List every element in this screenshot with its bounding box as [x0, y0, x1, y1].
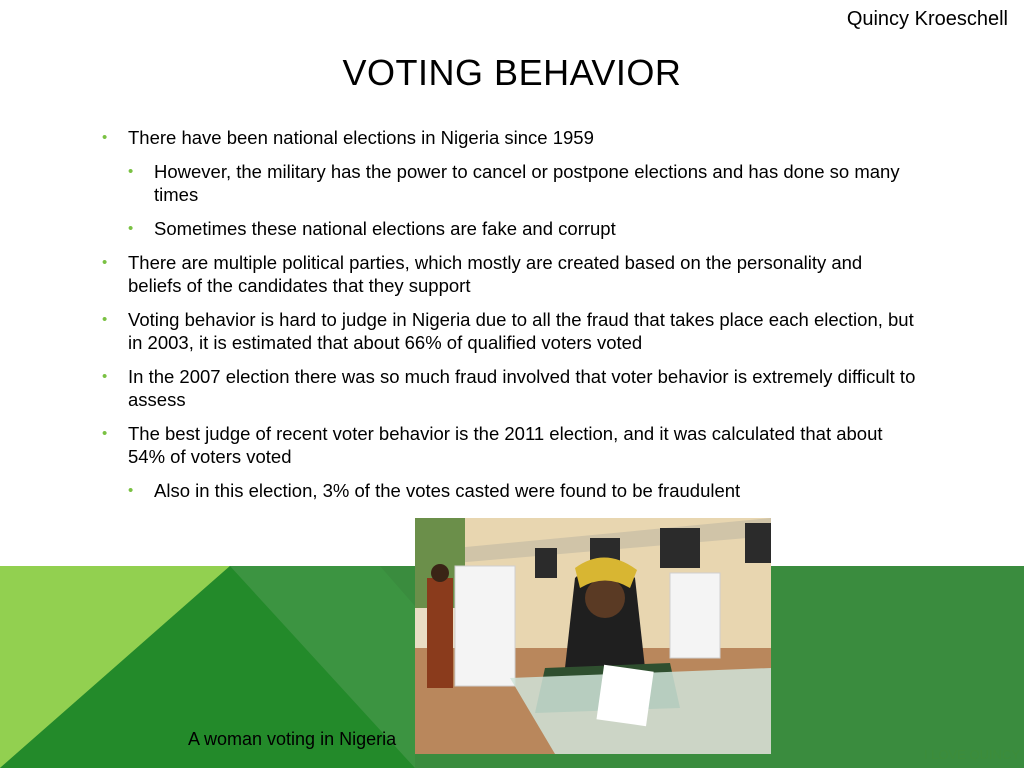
bullet-text: Voting behavior is hard to judge in Nigeria due to all the fraud that takes place each election, but in 2003, it is estimated that about 66% of qualified voters voted: [128, 309, 914, 353]
author-name: Quincy Kroeschell: [846, 8, 1008, 30]
sub-bullet-item: [100, 217, 920, 240]
bullet-text: However, the military has the power to cancel or postpone elections and has done so many times: [154, 161, 900, 205]
bullet-icon: •: [128, 220, 134, 237]
sub-bullet-item: [100, 479, 920, 502]
slide-title: VOTING BEHAVIOR: [342, 52, 682, 93]
bullet-text: In the 2007 election there was so much fraud involved that voter behavior is extremely difficult to assess: [128, 366, 916, 410]
bullet-icon: •: [128, 482, 134, 499]
bullet-icon: •: [102, 425, 108, 442]
bullet-icon: •: [128, 163, 134, 180]
bullet-text: Also in this election, 3% of the votes casted were found to be fraudulent: [154, 480, 741, 501]
bullet-item: [100, 308, 920, 354]
bullet-item: [100, 365, 920, 411]
bullet-item: [100, 422, 920, 468]
voting-photo: [415, 518, 771, 754]
bullet-item: [100, 126, 920, 149]
image-caption: A woman voting in Nigeria: [188, 729, 397, 749]
bullet-text: There are multiple political parties, which mostly are created based on the personality and beliefs of the candidates that they support: [128, 252, 863, 296]
bullet-icon: •: [102, 368, 108, 385]
bullet-icon: •: [102, 129, 108, 146]
bullet-icon: •: [102, 254, 108, 271]
sub-bullet-item: [100, 160, 920, 206]
bullet-text: Sometimes these national elections are fake and corrupt: [154, 218, 616, 239]
bullet-text: There have been national elections in Nigeria since 1959: [128, 127, 594, 148]
bullet-list: [100, 126, 920, 513]
bullet-icon: •: [102, 311, 108, 328]
bullet-text: The best judge of recent voter behavior is the 2011 election, and it was calculated that about 54% of voters voted: [128, 423, 883, 467]
bullet-item: [100, 251, 920, 297]
footer-text: I LOVE QUINCY: [923, 747, 1020, 762]
